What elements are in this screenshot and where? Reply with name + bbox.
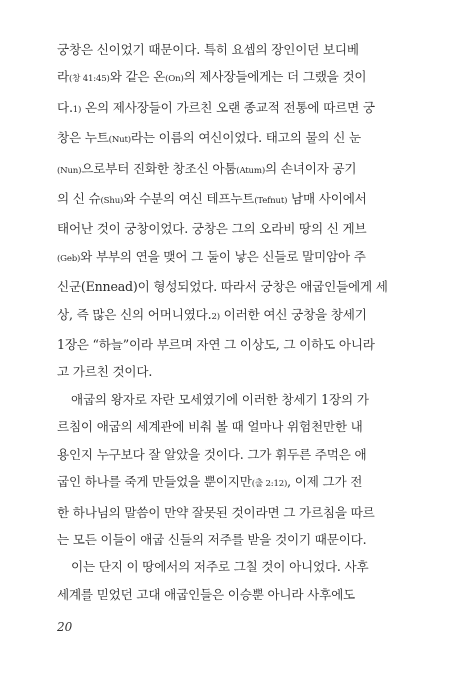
- page-number: 20: [57, 620, 73, 634]
- text-line: 의 신 슈(Shu)와 수분의 여신 테프누트(Tefnut) 남매 사이에서: [57, 191, 367, 207]
- paragraph-3: [57, 553, 413, 608]
- inline-note: (창 41:45): [68, 74, 110, 85]
- text-line: 한 하나님의 말씀이 만약 잘못된 것이라면 그 가르침을 따르: [57, 504, 375, 520]
- inline-note: (Shu): [100, 196, 124, 207]
- text-line: 궁창은 신이었기 때문이다. 특히 요셉의 장인이던 보디베: [57, 42, 359, 57]
- inline-note: (출 2:12): [251, 479, 288, 490]
- text-line: 고 가르친 것이다.: [57, 364, 153, 380]
- text-line: 이는 단지 이 땅에서의 저주로 그칠 것이 아니었다. 사후: [71, 559, 369, 575]
- text-line: 다.1) 온의 제사장들이 가르친 오랜 종교적 전통에 따르면 궁: [57, 99, 375, 115]
- paragraph-2: [57, 386, 413, 553]
- text-line: 애굽의 왕자로 자란 모세였기에 이러한 창세기 1장의 가: [71, 391, 369, 407]
- inline-note: (Geb): [57, 253, 81, 264]
- text-line: 신군(Ennead)이 형성되었다. 따라서 궁창은 애굽인들에게 세: [57, 279, 388, 295]
- text-line: 1장은 “하늘”이라 부르며 자연 그 이상도, 그 이하도 아니라: [57, 337, 375, 353]
- text-line: 굽인 하나를 죽게 만들었을 뿐이지만(출 2:12), 이제 그가 전: [57, 474, 363, 490]
- inline-note: (Atum): [236, 165, 265, 176]
- text-line: 용인지 누구보다 잘 알았을 것이다. 그가 휘두른 주먹은 애: [57, 446, 367, 462]
- text-line: 상, 즉 많은 신의 어머니였다.2) 이러한 여신 궁창을 창세기: [57, 306, 367, 322]
- text-line: 르침이 애굽의 세계관에 비춰 볼 때 얼마나 위험천만한 내: [57, 419, 363, 435]
- inline-note: (On): [165, 74, 184, 85]
- inline-note: (Tefnut): [254, 196, 288, 207]
- inline-note: 2): [211, 311, 220, 322]
- inline-note: (Nun): [57, 165, 82, 176]
- text-line: 태어난 것이 궁창이었다. 궁창은 그의 오라비 땅의 신 게브: [57, 221, 367, 237]
- text-line: 창은 누트(Nut)라는 이름의 여신이었다. 태고의 물의 신 눈: [57, 130, 361, 146]
- inline-note: 1): [72, 104, 82, 115]
- text-line: (Geb)와 부부의 연을 맺어 그 둘이 낳은 신들로 말미암아 주: [57, 248, 366, 264]
- text-line: 라(창 41:45)와 같은 온(On)의 제사장들에게는 더 그랬을 것이: [57, 69, 367, 85]
- inline-note: (Nut): [108, 135, 131, 146]
- body-text: [57, 36, 413, 608]
- text-line: (Nun)으로부터 진화한 창조신 아툼(Atum)의 손녀이자 공기: [57, 160, 357, 176]
- text-line: 는 모든 이들이 애굽 신들의 저주를 받을 것이기 때문이다.: [57, 531, 367, 547]
- text-line: 세계를 믿었던 고대 애굽인들은 이승뿐 아니라 사후에도: [57, 586, 356, 602]
- paragraph-1: [57, 36, 413, 386]
